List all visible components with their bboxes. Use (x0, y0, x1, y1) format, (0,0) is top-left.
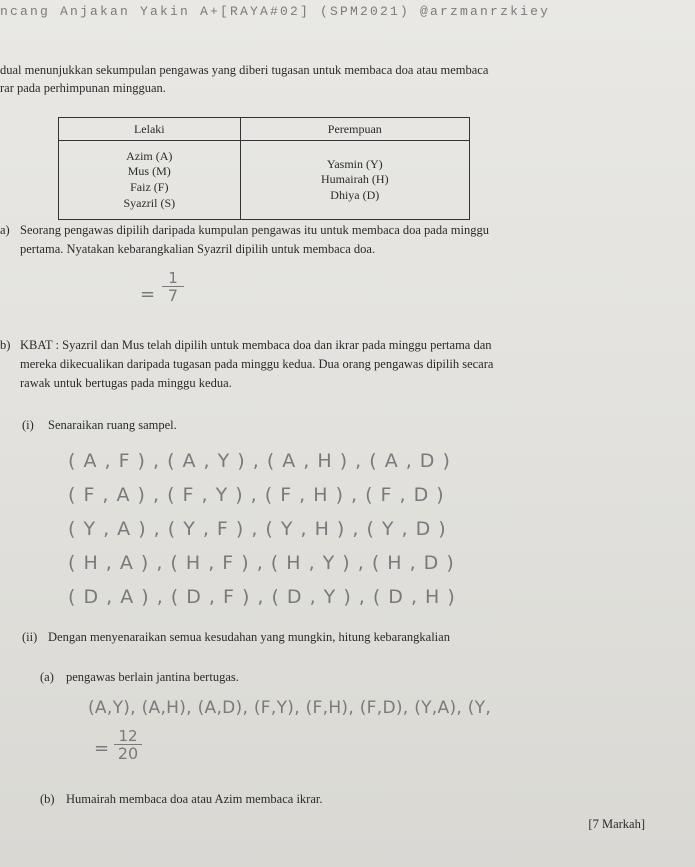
question-bii-a-working: (A,Y), (A,H), (A,D), (F,Y), (F,H), (F,D), (Y,A), (Y, (88, 698, 492, 718)
page-header: ncang Anjakan Yakin A+[RAYA#02] (SPM2021) @arzmanrzkiey (0, 4, 551, 19)
question-bii-b-label: (b) (40, 792, 55, 806)
question-b-line-1: KBAT : Syazril dan Mus telah dipilih untuk membaca doa dan ikrar pada minggu pertama dan (20, 338, 492, 352)
table-header-lelaki: Lelaki (59, 118, 241, 141)
answer-a-denominator: 7 (167, 286, 179, 305)
question-bii-text: Dengan menyenaraikan semua kesudahan yang mungkin, hitung kebarangkalian (48, 630, 450, 644)
answer-bii-a-fraction (114, 728, 142, 763)
name-dhiya: Dhiya (D) (330, 187, 380, 202)
sample-space-row: ( H , A ) , ( H , F ) , ( H , Y ) , ( H , D ) (68, 552, 455, 574)
name-faiz: Faiz (F) (130, 180, 169, 194)
sample-space-row: ( D , A ) , ( D , F ) , ( D , Y ) , ( D , H ) (68, 586, 456, 608)
question-bii-label: (ii) (22, 630, 38, 644)
intro-line-1: dual menunjukkan sekumpulan pengawas yang diberi tugasan untuk membaca doa atau membaca (0, 63, 489, 77)
name-syazril: Syazril (S) (123, 195, 176, 210)
name-mus: Mus (M) (127, 164, 171, 179)
question-b-line-2: mereka dikecualikan daripada tugasan pada minggu kedua. Dua orang pengawas dipilih secara (20, 357, 494, 371)
table-header-perempuan: Perempuan (240, 118, 469, 141)
question-bi-label: (i) (22, 418, 34, 432)
question-b-label: b) (0, 338, 11, 352)
name-yasmin: Yasmin (Y) (326, 156, 383, 171)
answer-a-equals: = (140, 284, 157, 305)
name-humairah: Humairah (H) (320, 172, 389, 187)
question-a-line-2: pertama. Nyatakan kebarangkalian Syazril dipilih untuk membaca doa. (20, 242, 376, 256)
question-b-line-3: rawak untuk bertugas pada minggu kedua. (20, 376, 232, 390)
answer-bii-a-equals: = (94, 738, 111, 759)
pengawas-table (58, 117, 470, 220)
sample-space-row: ( A , F ) , ( A , Y ) , ( A , H ) , ( A , D ) (68, 450, 451, 472)
sample-space-row: ( Y , A ) , ( Y , F ) , ( Y , H ) , ( Y , D ) (68, 518, 447, 540)
question-bii-b-text: Humairah membaca doa atau Azim membaca ikrar. (66, 792, 323, 806)
answer-bii-a-denominator: 20 (117, 744, 139, 763)
intro-line-2: rar pada perhimpunan mingguan. (0, 81, 166, 95)
name-azim: Azim (A) (126, 148, 173, 163)
question-bii-a-text: pengawas berlain jantina bertugas. (66, 670, 239, 684)
question-a-line-1: Seorang pengawas dipilih daripada kumpulan pengawas itu untuk membaca doa pada minggu (20, 223, 489, 237)
table-cell-lelaki (59, 141, 241, 220)
question-a-label: a) (0, 223, 10, 237)
sample-space-row: ( F , A ) , ( F , Y ) , ( F , H ) , ( F , D ) (68, 484, 445, 506)
question-bii-a-label: (a) (40, 670, 54, 684)
answer-a-fraction (162, 270, 184, 305)
answer-bii-a-numerator: 12 (114, 728, 142, 745)
question-bi-text: Senaraikan ruang sampel. (48, 418, 177, 432)
marks-label: [7 Markah] (588, 817, 645, 831)
answer-a-numerator: 1 (162, 270, 184, 287)
table-cell-perempuan (240, 141, 469, 220)
